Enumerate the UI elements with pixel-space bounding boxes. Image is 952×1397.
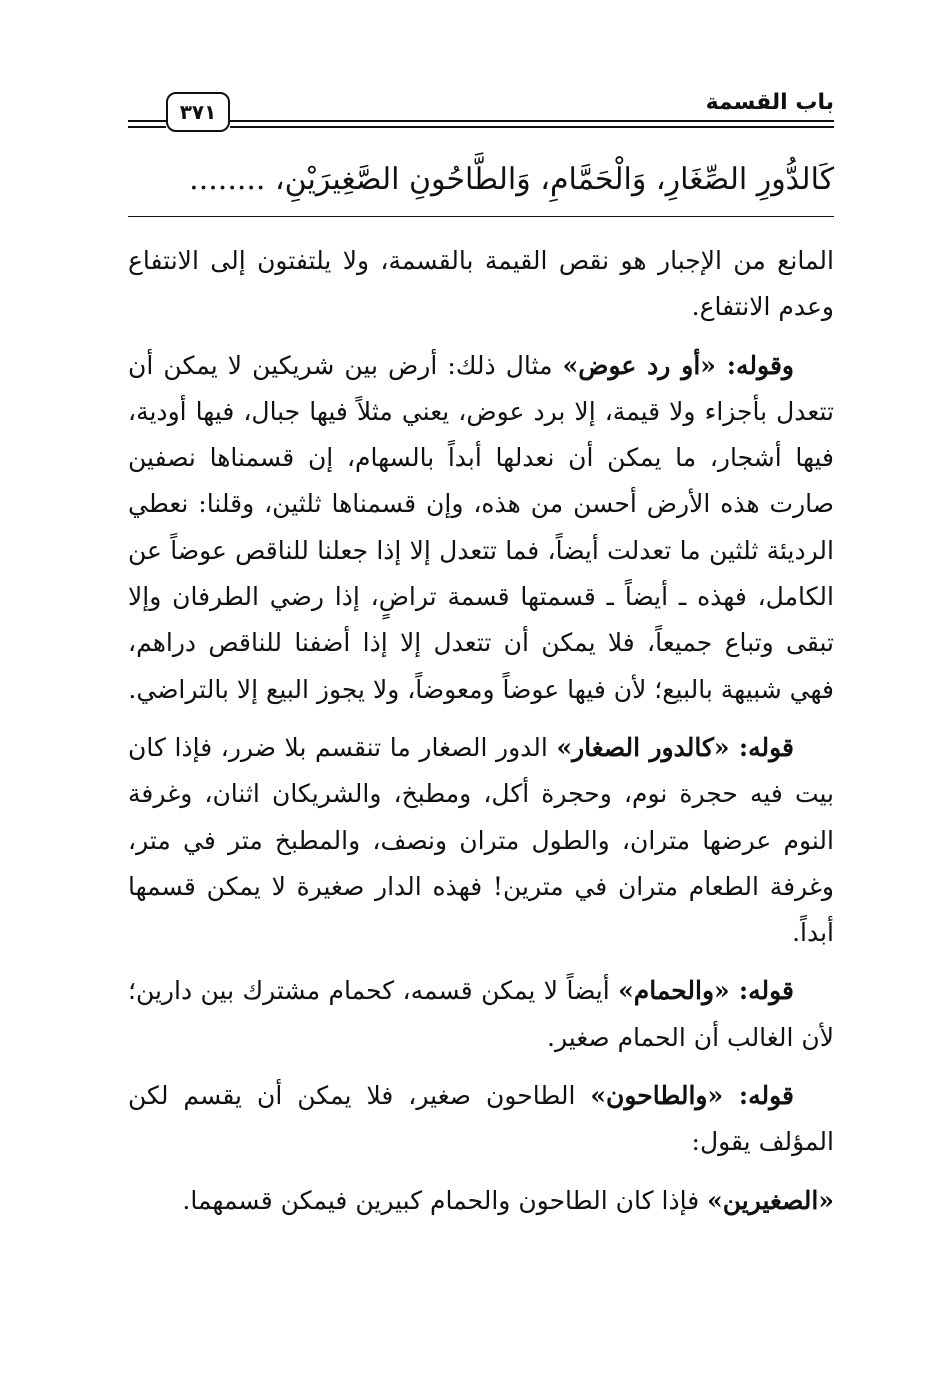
- paragraph-3: [128, 725, 834, 956]
- paragraph-2-quote: «أو رد عوض»: [562, 350, 716, 380]
- paragraph-6-quote: «الصغيرين»: [707, 1185, 834, 1215]
- page-number-box: [166, 92, 230, 132]
- paragraph-2-label: وقوله:: [715, 350, 794, 380]
- paragraph-4: [128, 968, 834, 1061]
- commentary-body: [128, 238, 834, 1236]
- paragraph-5: [128, 1073, 834, 1166]
- header-rule-right-bottom: [230, 126, 834, 128]
- page-number: ٣٧١: [179, 100, 217, 124]
- paragraph-4-quote: «والحمام»: [618, 976, 730, 1006]
- paragraph-4-text: أيضاً لا يمكن قسمه، كحمام مشترك بين دارين؛ لأن الغالب أن الحمام صغير.: [128, 976, 834, 1052]
- paragraph-2-text: مثال ذلك: أرض بين شريكين لا يمكن أن تتعدل بأجزاء ولا قيمة، إلا برد عوض، يعني مثلاً فيها جبال، فيها أودية، فيها أشجار، ما يمكن أن نعدلها أبداً بالسهام، إن قسمناها نصفين صارت هذه الأرض أحسن من هذه، وإن قسمناها ثلثين، وقلنا: نعطي الرديئة ثلثين ما تعدلت أيضاً، فما تتعدل إلا إذا جعلنا للناقص عوضاً عن الكامل، فهذه ـ أيضاً ـ قسمتها قسمة تراضٍ، إذا رضي الطرفان وإلا تبقى وتباع جميعاً، فلا يمكن أن تتعدل إلا إذا أضفنا للناقص دراهم، فهي شبيهة بالبيع؛ لأن فيها عوضاً ومعوضاً، ولا يجوز البيع إلا بالتراضي.: [128, 350, 834, 704]
- paragraph-6-text: فإذا كان الطاحون والحمام كبيرين فيمكن قسمهما.: [182, 1185, 708, 1215]
- matn-text: كَالدُّورِ الصِّغَارِ، وَالْحَمَّامِ، وَالطَّاحُونِ الصَّغِيرَيْنِ، ........: [189, 162, 834, 197]
- header-rule-left-top: [128, 120, 166, 122]
- paragraph-3-label: قوله:: [729, 732, 794, 762]
- paragraph-2: [128, 343, 834, 713]
- paragraph-1: المانع من الإجبار هو نقص القيمة بالقسمة، ولا يلتفتون إلى الانتفاع وعدم الانتفاع.: [128, 246, 834, 322]
- chapter-title: باب القسمة: [705, 90, 834, 115]
- matn-divider: [128, 216, 834, 217]
- paragraph-3-quote: «كالدور الصغار»: [556, 732, 730, 762]
- paragraph-3-text: الدور الصغار ما تنقسم بلا ضرر، فإذا كان بيت فيه حجرة نوم، وحجرة أكل، ومطبخ، والشريكان اثنان، وغرفة النوم عرضها متران، والطول متران ونصف، والمطبخ متر في متر، وغرفة الطعام متران في مترين! فهذه الدار صغيرة لا يمكن قسمها أبداً.: [128, 732, 834, 948]
- paragraph-5-quote: «والطاحون»: [590, 1081, 724, 1111]
- paragraph-6: [128, 1178, 834, 1224]
- header-rule-left-bottom: [128, 126, 166, 128]
- paragraph-5-text: الطاحون صغير، فلا يمكن أن يقسم لكن المؤلف يقول:: [128, 1081, 834, 1157]
- paragraph-5-label: قوله:: [723, 1081, 794, 1111]
- paragraph-4-label: قوله:: [729, 976, 794, 1006]
- header-rule-right-top: [230, 120, 834, 122]
